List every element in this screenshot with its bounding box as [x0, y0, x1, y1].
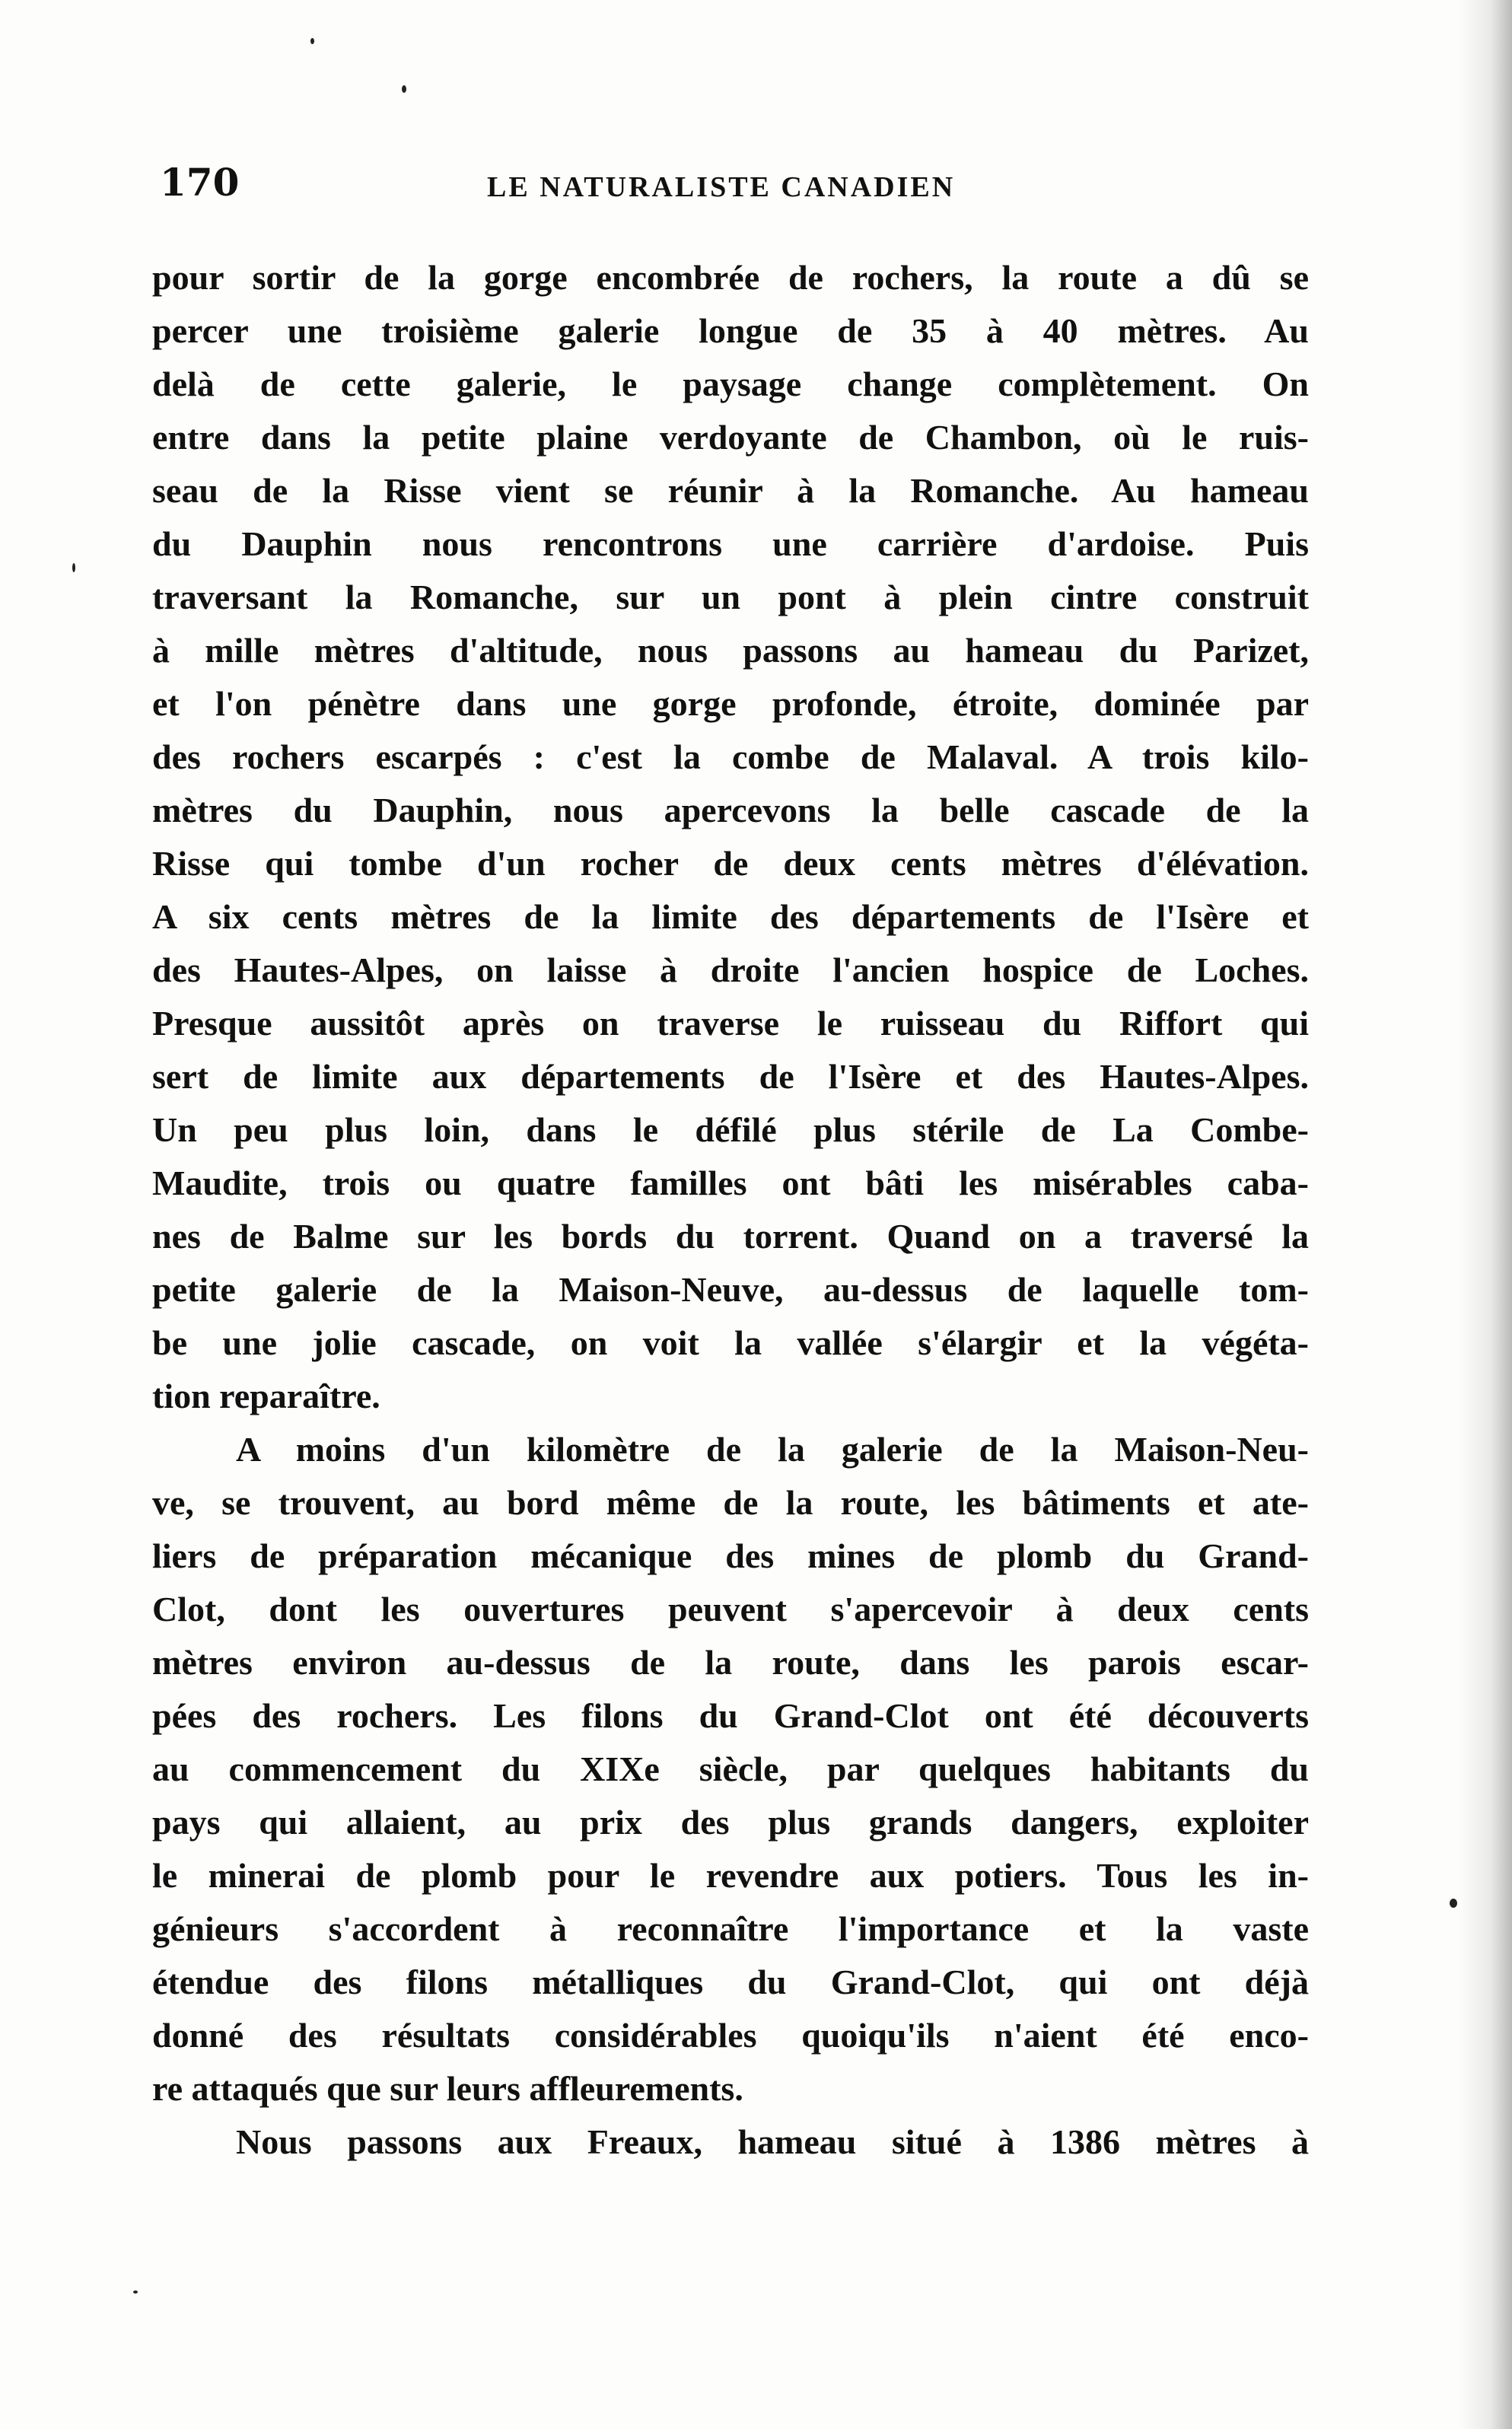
text-line: étendue des filons métalliques du Grand-Clot, qui ont déjà — [152, 1963, 1309, 2001]
text-line: tion reparaître. — [152, 1377, 380, 1415]
paragraph-1 — [152, 251, 1309, 1423]
text-line: à mille mètres d'altitude, nous passons au hameau du Parizet, — [152, 631, 1309, 670]
text-line: petite galerie de la Maison-Neuve, au-dessus de laquelle tom- — [152, 1270, 1309, 1309]
running-title: LE NATURALISTE CANADIEN — [487, 171, 956, 203]
text-line: liers de préparation mécanique des mines de plomb du Grand- — [152, 1536, 1309, 1575]
text-line: Risse qui tombe d'un rocher de deux cents mètres d'élévation. — [152, 844, 1309, 883]
text-line: des Hautes-Alpes, on laisse à droite l'ancien hospice de Loches. — [152, 950, 1309, 989]
body-text — [152, 251, 1309, 2169]
text-line: génieurs s'accordent à reconnaître l'importance et la vaste — [152, 1909, 1309, 1948]
text-line: percer une troisième galerie longue de 35 à 40 mètres. Au — [152, 311, 1309, 350]
text-line: seau de la Risse vient se réunir à la Romanche. Au hameau — [152, 471, 1309, 510]
scan-speck — [402, 85, 406, 93]
text-line: et l'on pénètre dans une gorge profonde, étroite, dominée par — [152, 684, 1309, 723]
text-line: nes de Balme sur les bords du torrent. Quand on a traversé la — [152, 1217, 1309, 1256]
paragraph-2 — [152, 1423, 1309, 2115]
text-line: pour sortir de la gorge encombrée de rochers, la route a dû se — [152, 258, 1309, 297]
text-line: Un peu plus loin, dans le défilé plus stérile de La Combe- — [152, 1110, 1309, 1149]
text-line: au commencement du XIXe siècle, par quelques habitants du — [152, 1749, 1309, 1788]
scan-speck — [72, 563, 75, 572]
page-number: 170 — [160, 160, 240, 205]
text-line: be une jolie cascade, on voit la vallée s'élargir et la végéta- — [152, 1323, 1309, 1362]
text-line: le minerai de plomb pour le revendre aux potiers. Tous les in- — [152, 1856, 1309, 1895]
text-line: delà de cette galerie, le paysage change complètement. On — [152, 365, 1309, 403]
text-line: Maudite, trois ou quatre familles ont bâti les misérables caba- — [152, 1164, 1309, 1202]
text-line: A six cents mètres de la limite des départements de l'Isère et — [152, 897, 1309, 936]
text-line: pées des rochers. Les filons du Grand-Clot ont été découverts — [152, 1696, 1309, 1735]
scan-speck — [1450, 1899, 1457, 1908]
text-line: re attaqués que sur leurs affleurements. — [152, 2069, 743, 2108]
text-line: mètres du Dauphin, nous apercevons la belle cascade de la — [152, 791, 1309, 829]
text-line: pays qui allaient, au prix des plus grands dangers, exploiter — [152, 1803, 1309, 1842]
paragraph-3 — [152, 2115, 1309, 2169]
text-line: entre dans la petite plaine verdoyante de Chambon, où le ruis- — [152, 418, 1309, 457]
text-line: des rochers escarpés : c'est la combe de Malaval. A trois kilo- — [152, 737, 1309, 776]
scan-speck — [310, 38, 314, 44]
text-line: mètres environ au-dessus de la route, dans les parois escar- — [152, 1643, 1309, 1682]
text-line: ve, se trouvent, au bord même de la route, les bâtiments et ate- — [152, 1483, 1309, 1522]
text-line: traversant la Romanche, sur un pont à plein cintre construit — [152, 578, 1309, 616]
text-line: du Dauphin nous rencontrons une carrière d'ardoise. Puis — [152, 524, 1309, 563]
text-line: A moins d'un kilomètre de la galerie de la Maison-Neu- — [236, 1430, 1309, 1469]
page-header — [129, 160, 1316, 213]
page-edge-shadow — [1459, 0, 1512, 2429]
text-line: donné des résultats considérables quoiqu'ils n'aient été enco- — [152, 2016, 1309, 2055]
text-line: Nous passons aux Freaux, hameau situé à 1386 mètres à — [236, 2122, 1309, 2161]
text-line: Presque aussitôt après on traverse le ruisseau du Riffort qui — [152, 1004, 1309, 1043]
text-line: sert de limite aux départements de l'Isère et des Hautes-Alpes. — [152, 1057, 1309, 1096]
text-line: Clot, dont les ouvertures peuvent s'apercevoir à deux cents — [152, 1590, 1309, 1628]
scan-speck — [133, 2291, 138, 2294]
